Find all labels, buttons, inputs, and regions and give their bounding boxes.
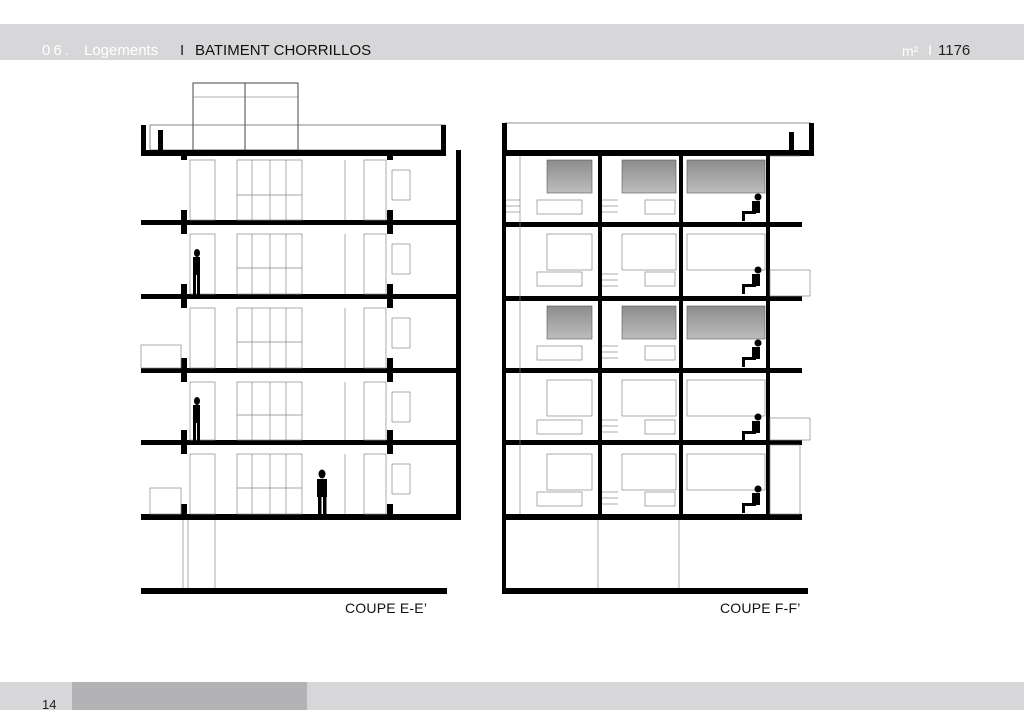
page-number: 14 — [42, 697, 57, 712]
section-number: 06. — [42, 42, 72, 59]
area-unit: m² — [902, 43, 919, 59]
area-value: 1176 — [938, 42, 971, 59]
footer-accent — [72, 682, 307, 710]
section-e-e — [141, 83, 461, 594]
caption-coupe-e: COUPE E-E’ — [345, 600, 428, 616]
section-name: Logements — [84, 42, 159, 59]
building-title: BATIMENT CHORRILLOS — [195, 42, 372, 59]
header-separator: I — [180, 42, 185, 59]
area-separator: I — [928, 42, 933, 59]
caption-coupe-f: COUPE F-F’ — [720, 600, 801, 616]
section-f-f — [502, 123, 814, 594]
